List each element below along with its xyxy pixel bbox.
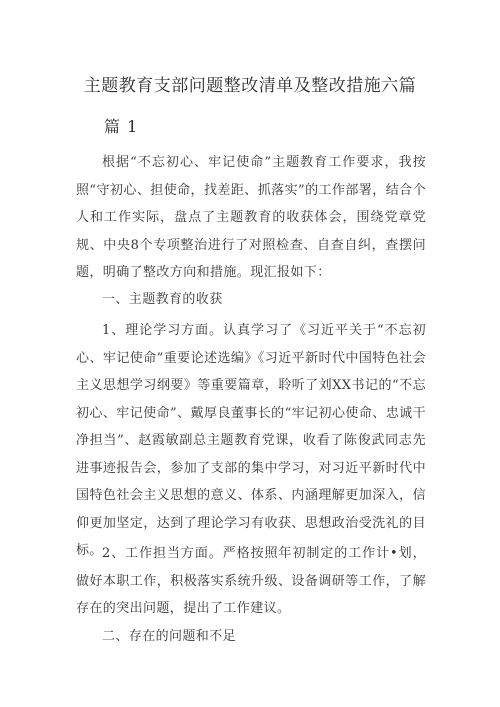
- section-heading-problems: 二、存在的问题和不足: [102, 629, 237, 644]
- section-label: 篇 1: [104, 117, 139, 136]
- theory-study-paragraph: 1、理论学习方面。认真学习了《习近平关于“不忘初心、牢记使命”重要论述选编》《习近平新时代中国特色社会主义思想学习纲要》等重要篇章，聆听了刘XX书记的“不忘初心、牢记使命”、戴厚良董事长的“牢记初心使命、忠诚干净担当”、赵霞敏副总主题教育党课，收看了陈俊武同志先进事迹报告会，参加了支部的集中学习，对习近平新时代中国特色社会主义思想的意义、体系、内涵理解更加深入，信仰更加坚定，达到了理论学习有收获、思想政治受洗礼的目标。: [76, 323, 426, 558]
- section-heading-gains: 一、主题教育的收获: [102, 292, 223, 307]
- work-responsibility-paragraph: 2、工作担当方面。严格按照年初制定的工作计•划，做好本职工作，积极落实系统升级、设备调研等工作，了解存在的突出问题，提出了工作建议。: [76, 546, 426, 616]
- intro-paragraph: 根据“不忘初心、牢记使命”主题教育工作要求，我按照“守初心、担使命，找差距、抓落实”的工作部署，结合个人和工作实际，盘点了主题教育的收获体会，围绕党章党规、中央8个专项整治进行了对照检查、自查自纠，查摆问题，明确了整改方向和措施。现汇报如下：: [76, 155, 426, 280]
- document-title: 主题教育支部问题整改清单及整改措施六篇: [83, 76, 417, 96]
